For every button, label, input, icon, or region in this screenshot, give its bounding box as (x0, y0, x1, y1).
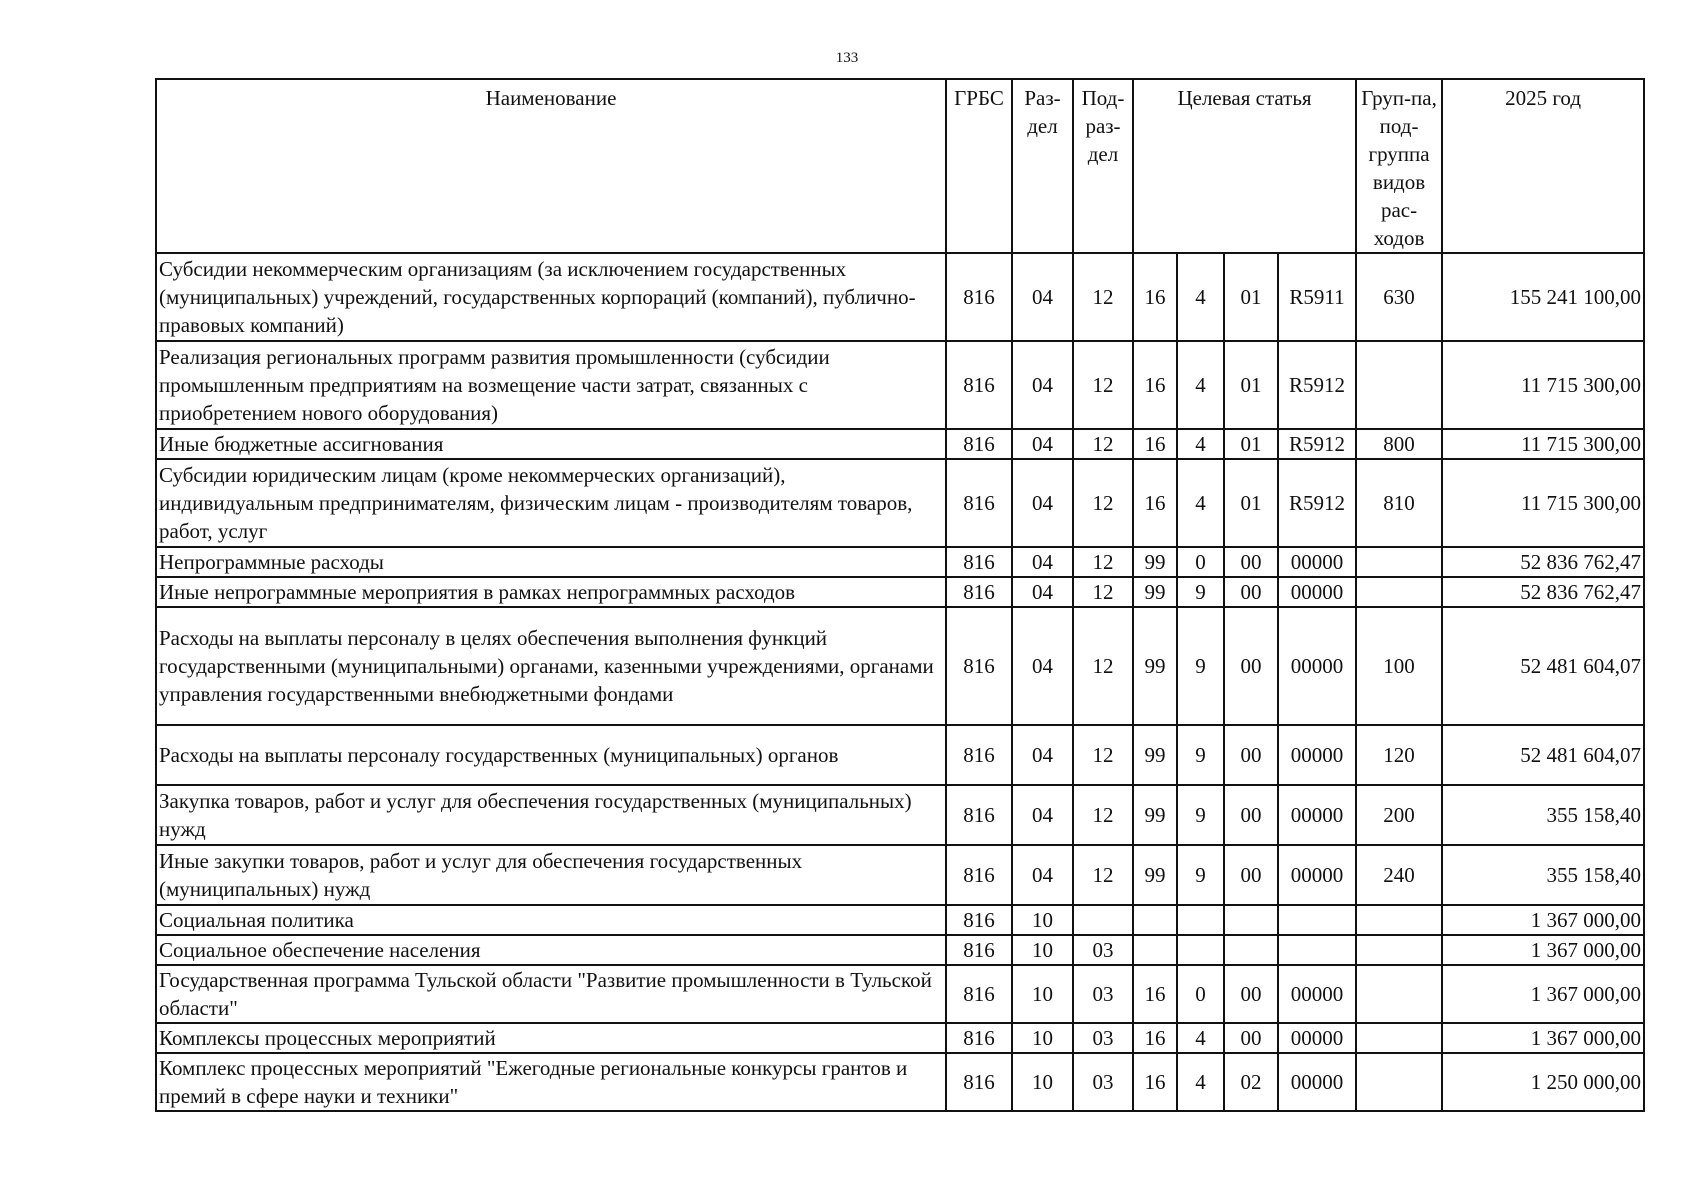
cell-podrazdel (1073, 905, 1133, 935)
cell-target-subprogram: 02 (1224, 1053, 1278, 1111)
cell-group (1356, 577, 1442, 607)
cell-target-subprogram: 00 (1224, 577, 1278, 607)
cell-target-type: 9 (1177, 577, 1224, 607)
cell-grbs: 816 (946, 935, 1012, 965)
cell-name: Государственная программа Тульской области "Развитие промышленности в Тульской области" (156, 965, 946, 1023)
cell-target-direction: 00000 (1278, 965, 1356, 1023)
cell-target-direction: 00000 (1278, 547, 1356, 577)
cell-target-subprogram: 00 (1224, 785, 1278, 845)
cell-razdel: 04 (1012, 725, 1073, 785)
cell-grbs: 816 (946, 725, 1012, 785)
cell-podrazdel: 03 (1073, 935, 1133, 965)
cell-name: Иные закупки товаров, работ и услуг для обеспечения государственных (муниципальных) нужд (156, 845, 946, 905)
cell-target-program: 16 (1133, 459, 1177, 547)
cell-grbs: 816 (946, 547, 1012, 577)
cell-group (1356, 1023, 1442, 1053)
table-header-row (156, 79, 1644, 253)
cell-group (1356, 1053, 1442, 1111)
header-razdel: Раз-дел (1012, 79, 1073, 253)
cell-target-program: 16 (1133, 1053, 1177, 1111)
cell-amount: 1 250 000,00 (1442, 1053, 1644, 1111)
cell-group (1356, 935, 1442, 965)
cell-group: 120 (1356, 725, 1442, 785)
cell-target-program: 16 (1133, 341, 1177, 429)
table-row (156, 725, 1644, 785)
cell-group: 630 (1356, 253, 1442, 341)
cell-target-direction: 00000 (1278, 845, 1356, 905)
table-row (156, 429, 1644, 459)
table-row (156, 341, 1644, 429)
table-row (156, 547, 1644, 577)
cell-podrazdel: 12 (1073, 577, 1133, 607)
cell-razdel: 10 (1012, 935, 1073, 965)
cell-amount: 52 481 604,07 (1442, 607, 1644, 725)
cell-razdel: 10 (1012, 1053, 1073, 1111)
cell-target-direction: 00000 (1278, 785, 1356, 845)
cell-grbs: 816 (946, 905, 1012, 935)
cell-podrazdel: 12 (1073, 429, 1133, 459)
cell-razdel: 10 (1012, 1023, 1073, 1053)
cell-grbs: 816 (946, 429, 1012, 459)
table-row (156, 253, 1644, 341)
cell-target-direction: R5912 (1278, 429, 1356, 459)
table-row (156, 965, 1644, 1023)
cell-target-subprogram: 00 (1224, 965, 1278, 1023)
budget-table (155, 78, 1645, 1112)
cell-target-type: 4 (1177, 1053, 1224, 1111)
cell-target-program: 99 (1133, 577, 1177, 607)
table-row (156, 935, 1644, 965)
cell-podrazdel: 03 (1073, 1053, 1133, 1111)
cell-target-direction: R5911 (1278, 253, 1356, 341)
cell-target-type: 9 (1177, 785, 1224, 845)
table-row (156, 577, 1644, 607)
cell-target-direction: 00000 (1278, 607, 1356, 725)
header-podrazdel: Под-раз-дел (1073, 79, 1133, 253)
cell-name: Реализация региональных программ развития промышленности (субсидии промышленным предприятиям на возмещение части затрат, связанных с приобретением нового оборудования) (156, 341, 946, 429)
cell-razdel: 04 (1012, 253, 1073, 341)
cell-group: 810 (1356, 459, 1442, 547)
cell-target-type: 4 (1177, 459, 1224, 547)
cell-target-subprogram (1224, 935, 1278, 965)
cell-podrazdel: 12 (1073, 459, 1133, 547)
cell-target-subprogram: 00 (1224, 725, 1278, 785)
cell-amount: 11 715 300,00 (1442, 341, 1644, 429)
cell-name: Расходы на выплаты персоналу в целях обеспечения выполнения функций государственными (муниципальными) органами, казенными учреждениями, органами управления государственными внебюджетными фондами (156, 607, 946, 725)
cell-grbs: 816 (946, 845, 1012, 905)
cell-name: Субсидии некоммерческим организациям (за исключением государственных (муниципальных) учреждений, государственных корпораций (компаний), публично-правовых компаний) (156, 253, 946, 341)
cell-amount: 355 158,40 (1442, 845, 1644, 905)
cell-grbs: 816 (946, 1053, 1012, 1111)
cell-target-type: 9 (1177, 845, 1224, 905)
cell-target-type: 4 (1177, 429, 1224, 459)
cell-target-type: 0 (1177, 547, 1224, 577)
cell-podrazdel: 12 (1073, 253, 1133, 341)
cell-target-subprogram: 00 (1224, 845, 1278, 905)
cell-target-program: 16 (1133, 253, 1177, 341)
cell-podrazdel: 12 (1073, 785, 1133, 845)
cell-grbs: 816 (946, 965, 1012, 1023)
cell-amount: 1 367 000,00 (1442, 935, 1644, 965)
cell-name: Закупка товаров, работ и услуг для обеспечения государственных (муниципальных) нужд (156, 785, 946, 845)
cell-group: 200 (1356, 785, 1442, 845)
table-row (156, 607, 1644, 725)
cell-name: Комплекс процессных мероприятий "Ежегодные региональные конкурсы грантов и премий в сфере науки и техники" (156, 1053, 946, 1111)
cell-target-program: 99 (1133, 547, 1177, 577)
cell-amount: 52 481 604,07 (1442, 725, 1644, 785)
cell-target-program: 99 (1133, 607, 1177, 725)
cell-amount: 355 158,40 (1442, 785, 1644, 845)
cell-target-program: 99 (1133, 785, 1177, 845)
cell-target-direction: R5912 (1278, 459, 1356, 547)
cell-target-direction: 00000 (1278, 725, 1356, 785)
header-grbs: ГРБС (946, 79, 1012, 253)
cell-amount: 155 241 100,00 (1442, 253, 1644, 341)
cell-group: 800 (1356, 429, 1442, 459)
cell-target-type: 4 (1177, 253, 1224, 341)
cell-podrazdel: 12 (1073, 845, 1133, 905)
cell-target-direction (1278, 905, 1356, 935)
cell-target-program (1133, 905, 1177, 935)
cell-target-type: 4 (1177, 341, 1224, 429)
header-year: 2025 год (1442, 79, 1644, 253)
header-group: Груп-па, под-группа видов рас-ходов (1356, 79, 1442, 253)
cell-podrazdel: 03 (1073, 965, 1133, 1023)
cell-target-type: 4 (1177, 1023, 1224, 1053)
cell-target-direction: 00000 (1278, 577, 1356, 607)
cell-razdel: 10 (1012, 905, 1073, 935)
table-row (156, 905, 1644, 935)
cell-target-program: 16 (1133, 1023, 1177, 1053)
cell-group: 240 (1356, 845, 1442, 905)
cell-amount: 1 367 000,00 (1442, 905, 1644, 935)
cell-podrazdel: 12 (1073, 547, 1133, 577)
cell-amount: 11 715 300,00 (1442, 459, 1644, 547)
cell-target-direction: 00000 (1278, 1053, 1356, 1111)
cell-target-direction: 00000 (1278, 1023, 1356, 1053)
cell-amount: 11 715 300,00 (1442, 429, 1644, 459)
cell-razdel: 04 (1012, 459, 1073, 547)
cell-podrazdel: 12 (1073, 341, 1133, 429)
cell-razdel: 04 (1012, 429, 1073, 459)
table-row (156, 845, 1644, 905)
cell-name: Расходы на выплаты персоналу государственных (муниципальных) органов (156, 725, 946, 785)
cell-group (1356, 341, 1442, 429)
cell-name: Непрограммные расходы (156, 547, 946, 577)
cell-group (1356, 547, 1442, 577)
cell-target-subprogram: 01 (1224, 459, 1278, 547)
cell-target-subprogram: 00 (1224, 607, 1278, 725)
cell-amount: 1 367 000,00 (1442, 965, 1644, 1023)
header-target: Целевая статья (1133, 79, 1356, 253)
cell-target-subprogram: 01 (1224, 429, 1278, 459)
table-row (156, 459, 1644, 547)
cell-target-type: 9 (1177, 607, 1224, 725)
cell-target-direction: R5912 (1278, 341, 1356, 429)
cell-target-subprogram: 01 (1224, 341, 1278, 429)
cell-target-subprogram: 01 (1224, 253, 1278, 341)
cell-razdel: 10 (1012, 965, 1073, 1023)
cell-target-type (1177, 905, 1224, 935)
cell-amount: 52 836 762,47 (1442, 577, 1644, 607)
cell-podrazdel: 12 (1073, 607, 1133, 725)
cell-podrazdel: 03 (1073, 1023, 1133, 1053)
cell-target-type: 9 (1177, 725, 1224, 785)
cell-target-subprogram: 00 (1224, 547, 1278, 577)
cell-target-program: 99 (1133, 725, 1177, 785)
table-row (156, 1053, 1644, 1111)
cell-grbs: 816 (946, 459, 1012, 547)
cell-target-subprogram: 00 (1224, 1023, 1278, 1053)
cell-target-program: 99 (1133, 845, 1177, 905)
cell-target-type (1177, 935, 1224, 965)
cell-razdel: 04 (1012, 577, 1073, 607)
cell-grbs: 816 (946, 577, 1012, 607)
cell-amount: 52 836 762,47 (1442, 547, 1644, 577)
cell-name: Субсидии юридическим лицам (кроме некоммерческих организаций), индивидуальным предпринимателям, физическим лицам - производителям товаров, работ, услуг (156, 459, 946, 547)
cell-razdel: 04 (1012, 607, 1073, 725)
cell-razdel: 04 (1012, 845, 1073, 905)
cell-target-program: 16 (1133, 965, 1177, 1023)
cell-razdel: 04 (1012, 547, 1073, 577)
header-name: Наименование (156, 79, 946, 253)
cell-target-program: 16 (1133, 429, 1177, 459)
cell-target-direction (1278, 935, 1356, 965)
cell-grbs: 816 (946, 607, 1012, 725)
cell-grbs: 816 (946, 785, 1012, 845)
cell-grbs: 816 (946, 253, 1012, 341)
cell-amount: 1 367 000,00 (1442, 1023, 1644, 1053)
cell-name: Социальное обеспечение населения (156, 935, 946, 965)
cell-group (1356, 965, 1442, 1023)
table-row (156, 1023, 1644, 1053)
cell-group (1356, 905, 1442, 935)
cell-name: Комплексы процессных мероприятий (156, 1023, 946, 1053)
cell-razdel: 04 (1012, 341, 1073, 429)
cell-target-subprogram (1224, 905, 1278, 935)
cell-target-program (1133, 935, 1177, 965)
page-number: 133 (835, 50, 859, 66)
cell-group: 100 (1356, 607, 1442, 725)
cell-name: Иные бюджетные ассигнования (156, 429, 946, 459)
cell-grbs: 816 (946, 341, 1012, 429)
cell-name: Социальная политика (156, 905, 946, 935)
table-body (156, 253, 1644, 1111)
cell-razdel: 04 (1012, 785, 1073, 845)
cell-target-type: 0 (1177, 965, 1224, 1023)
cell-podrazdel: 12 (1073, 725, 1133, 785)
table-row (156, 785, 1644, 845)
cell-grbs: 816 (946, 1023, 1012, 1053)
cell-name: Иные непрограммные мероприятия в рамках непрограммных расходов (156, 577, 946, 607)
